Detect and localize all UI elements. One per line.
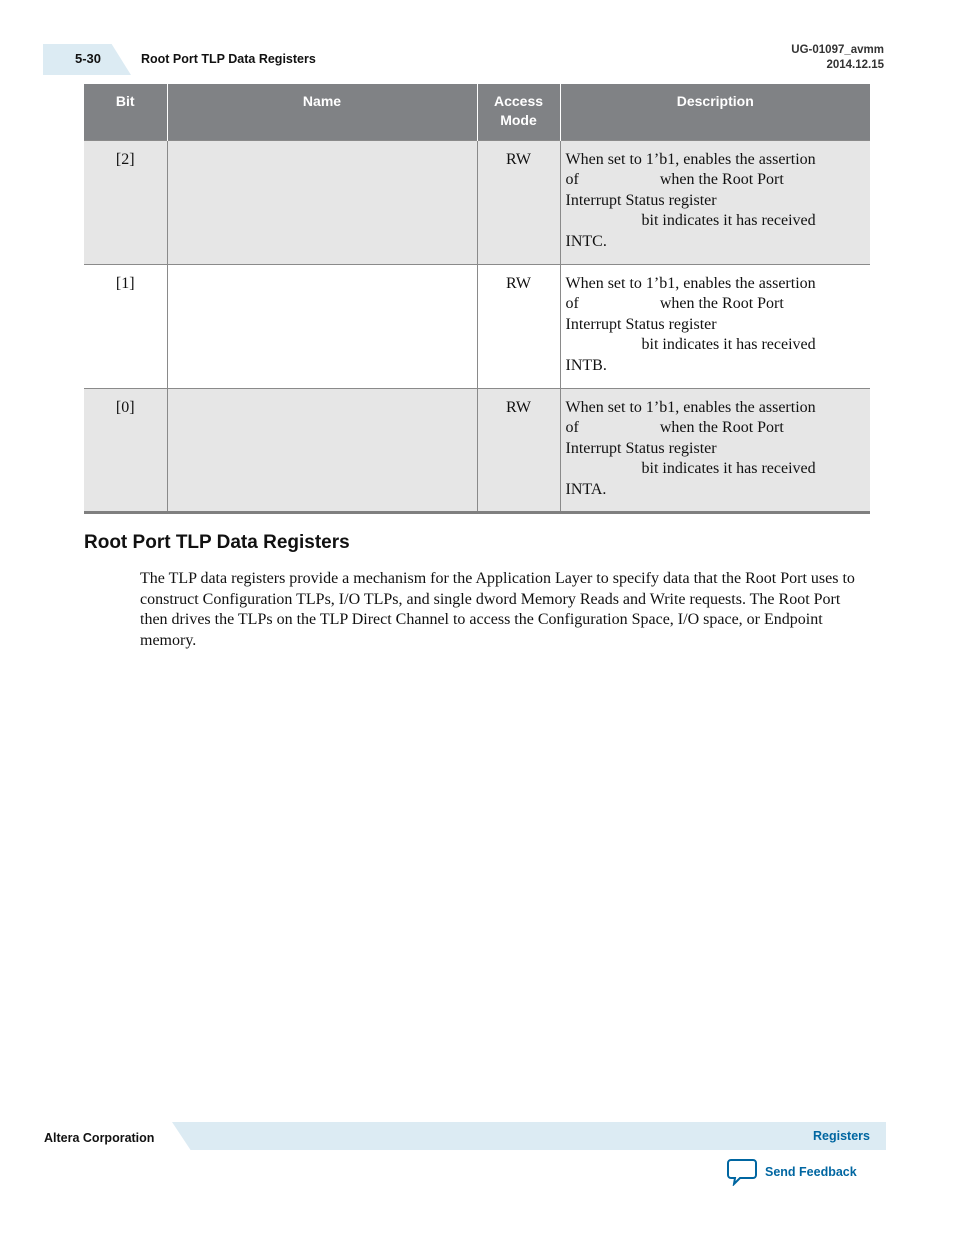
col-access-mode: Access Mode (477, 84, 560, 140)
section-heading: Root Port TLP Data Registers (84, 532, 350, 553)
table-row (84, 388, 870, 512)
cell-name (167, 388, 477, 512)
col-bit: Bit (84, 84, 167, 140)
register-table (84, 84, 870, 514)
table-row (84, 264, 870, 388)
cell-bit: [2] (84, 140, 167, 264)
cell-name (167, 140, 477, 264)
doc-info (791, 43, 884, 73)
speech-bubble-icon (727, 1158, 757, 1186)
table-header-row (84, 84, 870, 140)
cell-description: When set to 1’b1, enables the assertion of when the Root Port Interrupt Status register bit indicates it has received INTB. (560, 264, 870, 388)
cell-bit: [0] (84, 388, 167, 512)
page-number: 5-30 (75, 51, 102, 66)
cell-access: RW (477, 264, 560, 388)
doc-id: UG-01097_avmm (791, 44, 884, 56)
footer-company: Altera Corporation (44, 1131, 155, 1145)
send-feedback-link[interactable] (727, 1158, 857, 1186)
doc-date: 2014.12.15 (826, 59, 884, 71)
cell-name (167, 264, 477, 388)
col-name: Name (167, 84, 477, 140)
cell-description: When set to 1’b1, enables the assertion of when the Root Port Interrupt Status register bit indicates it has received INTA. (560, 388, 870, 512)
cell-access: RW (477, 140, 560, 264)
running-header-title: Root Port TLP Data Registers (141, 52, 316, 66)
table-row (84, 140, 870, 264)
cell-access: RW (477, 388, 560, 512)
cell-description: When set to 1’b1, enables the assertion of when the Root Port Interrupt Status register bit indicates it has received INTC. (560, 140, 870, 264)
cell-bit: [1] (84, 264, 167, 388)
section-body: The TLP data registers provide a mechanism for the Application Layer to specify data that the Root Port uses to construct Configuration TLPs, I/O TLPs, and single dword Memory Reads and Write requests. The Root Port then drives the TLPs on the TLP Direct Channel to access the Configuration Space, I/O space, or Endpoint memory. (140, 570, 855, 649)
footer-band (172, 1122, 886, 1150)
col-description: Description (560, 84, 870, 140)
footer-chapter-link[interactable]: Registers (813, 1129, 870, 1143)
send-feedback-label[interactable]: Send Feedback (765, 1165, 857, 1179)
